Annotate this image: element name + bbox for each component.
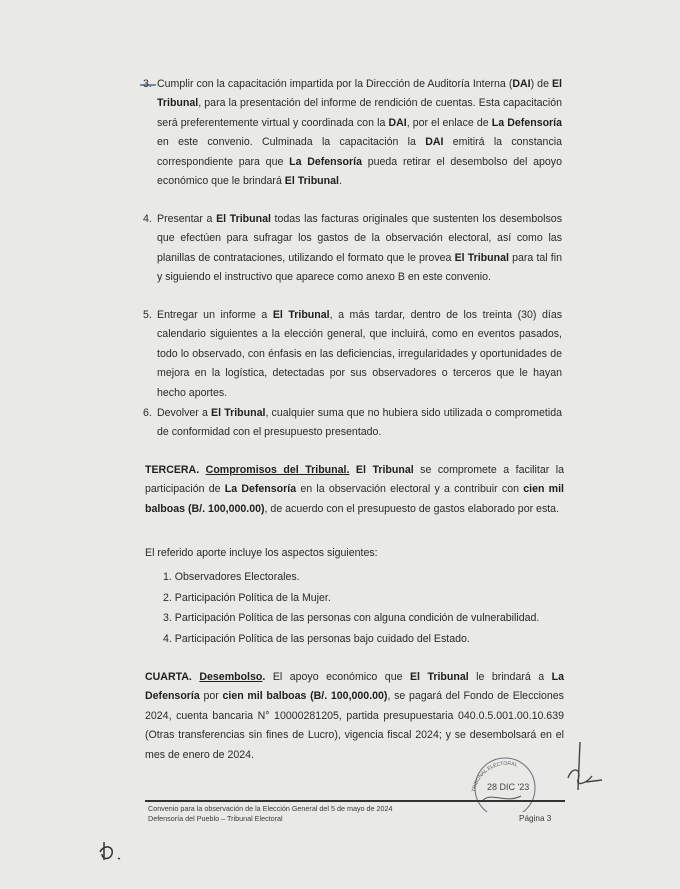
initials-signature-right bbox=[558, 738, 608, 798]
list-item: 4. Participación Política de las personas bajo cuidado del Estado. bbox=[163, 632, 470, 645]
item-number: 5. bbox=[143, 309, 152, 321]
tribunal-stamp bbox=[465, 752, 545, 812]
footer-line-2: Defensoría del Pueblo – Tribunal Electoral bbox=[148, 813, 283, 823]
page-number: Página 3 bbox=[519, 814, 552, 823]
footer bbox=[148, 804, 393, 823]
stamp-date: 28 DIC '23 bbox=[487, 782, 530, 792]
footer-line-1: Convenio para la observación de la Elección General del 5 de mayo de 2024 bbox=[148, 804, 393, 813]
item-3-text: Cumplir con la capacitación impartida por la Dirección de Auditoría Interna (DAI) de El Tribunal, para la presentación del informe de rendición de cuentas. Esta capacitación será preferentemente virtual y coordinada con la DAI, por el enlace de La Defensoría en este convenio. Culminada la capacitación la DAI emitirá la constancia correspondiente para que La Defensoría pueda retirar el desembolso del apoyo económico que le brindará El Tribunal. bbox=[157, 78, 563, 188]
tercera-list bbox=[163, 567, 539, 649]
footer-rule bbox=[145, 800, 565, 802]
clause-tercera: TERCERA. Compromisos del Tribunal. El Tribunal se compromete a facilitar la participación de La Defensoría en la observación electoral y a contribuir con cien mil balboas (B/. 100,000.00), de acuerdo con el presupuesto de gastos elaborado por esta. bbox=[145, 464, 565, 515]
item-number: 3. bbox=[143, 78, 152, 90]
tercera-intro: El referido aporte incluye los aspectos siguientes: bbox=[145, 547, 378, 559]
item-4-text: Presentar a El Tribunal todas las facturas originales que sustenten los desembolsos que efectúen para sufragar los gastos de la observación electoral, así como las planillas de contrataciones, utilizando el formato que le provea El Tribunal para tal fin y siguiendo el instructivo que aparece como anexo B en este convenio. bbox=[157, 213, 562, 284]
item-number: 6. bbox=[143, 407, 152, 419]
list-item: 2. Participación Política de la Mujer. bbox=[163, 591, 331, 604]
initials-signature-left bbox=[98, 838, 128, 864]
clause-cuarta: CUARTA. Desembolso. El apoyo económico que El Tribunal le brindará a La Defensoría por cien mil balboas (B/. 100,000.00), se pagará del Fondo de Elecciones 2024, cuenta bancaria N° 10000281205, partida presupuestaria 040.0.5.001.00.10.639 (Otras transferencias sin fines de Lucro), vigencia fiscal 2024; y se desembolsará en el mes de enero de 2024. bbox=[145, 671, 565, 761]
list-item: 3. Participación Política de las personas con alguna condición de vulnerabilidad. bbox=[163, 612, 540, 624]
item-6-text: Devolver a El Tribunal, cualquier suma que no hubiera sido utilizada o comprometida de conformidad con el presupuesto presentado. bbox=[157, 407, 562, 439]
stamp-ring-text: TRIBUNAL ELECTORAL bbox=[471, 760, 519, 793]
item-number: 4. bbox=[143, 213, 152, 225]
list-item: 1. Observadores Electorales. bbox=[163, 571, 300, 583]
item-5-text: Entregar un informe a El Tribunal, a más tardar, dentro de los treinta (30) días calendario siguientes a la elección general, que incluirá, como en eventos pasados, todo lo observado, con énfasis en las deficiencias, irregularidades y oportunidades de mejora en la logística, detectadas por sus observadores o terceros que le hayan hecho aportes. bbox=[157, 309, 563, 399]
